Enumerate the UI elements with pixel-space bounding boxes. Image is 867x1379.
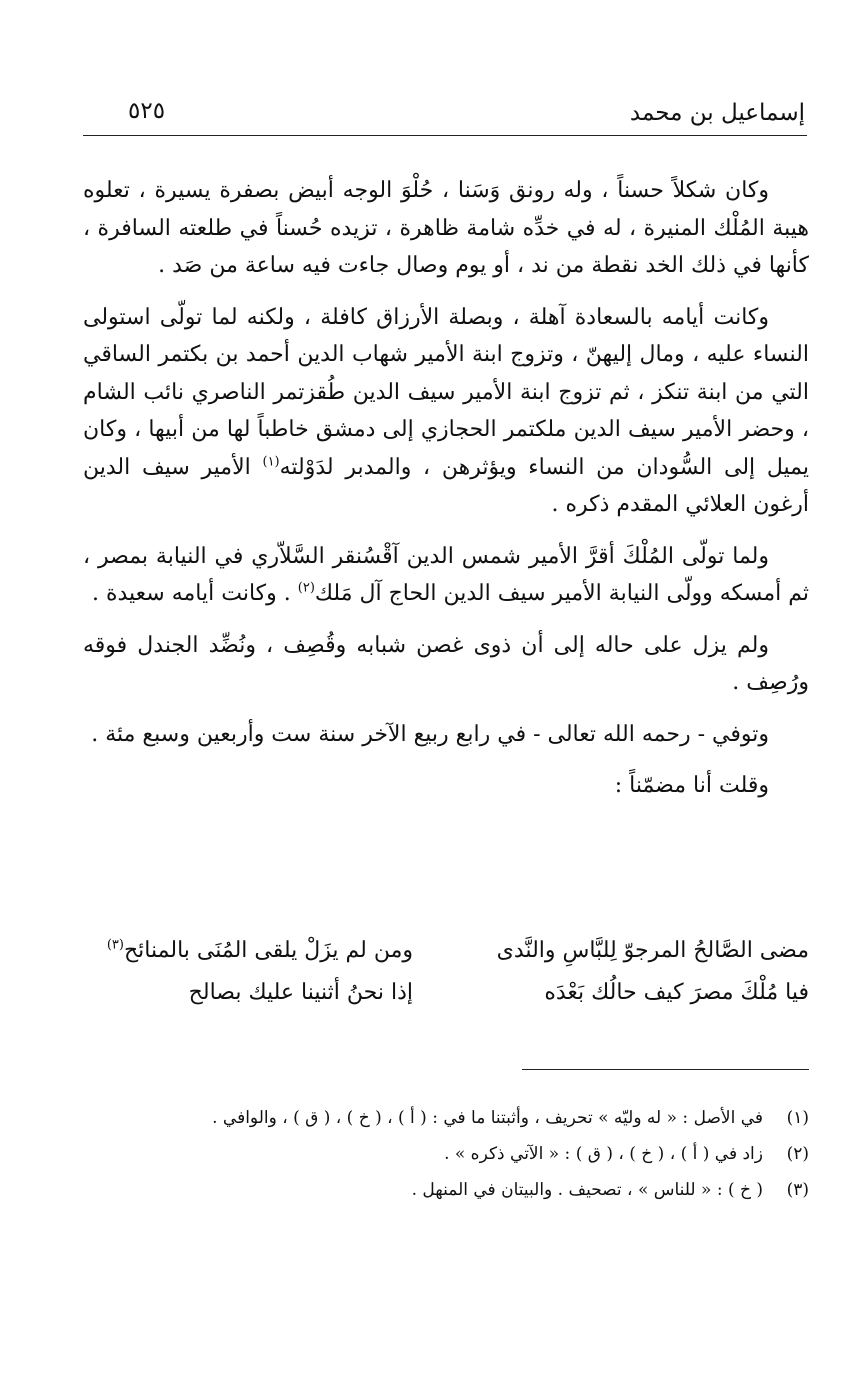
- paragraph-succession: [83, 538, 809, 613]
- paragraph-text: وكانت أيامه بالسعادة آهلة ، وبصلة الأرزاق كافلة ، ولكنه لما تولّى استولى النساء عليه ، ومال إليهنّ ، وتزوج ابنة الأمير شهاب الدين أحمد بن بكتمر الساقي التي من ابنة تنكز ، ثم تزوج ابنة الأمير سيف الدين طُقزتمر الناصري نائب الشام ، وحضر الأمير سيف الدين ملكتمر الحجازي إلى دمشق خاطباً لها من أبيها ، وكان يميل إلى السُّودان من النساء ويؤثرهن ، والمدبر لدَوْلته: [83, 304, 810, 480]
- verse-first-hemistich: فيا مُلْكَ مصرَ كيف حالُك بَعْدَه: [544, 980, 809, 1005]
- paragraph-text: وقلت أنا مضمّناً :: [614, 773, 769, 798]
- paragraph-reign: [83, 299, 809, 524]
- footnote-ref-3: (٣): [106, 937, 124, 953]
- paragraph-verse-intro: [83, 767, 809, 805]
- verse-line: [83, 930, 809, 972]
- paragraph-decline: [83, 627, 809, 702]
- footnote-text: في الأصل : « له وليّه » تحريف ، وأثبتنا ما في : ( أ ) ، ( خ ) ، ( ق ) ، والوافي .: [212, 1108, 763, 1128]
- page-number: ٥٢٥: [128, 98, 166, 124]
- footnote-ref-2: (٢): [297, 580, 315, 596]
- footnote-text: ( خ ) : « للناس » ، تصحيف . والبيتان في المنهل .: [411, 1180, 763, 1200]
- footnote: [83, 1136, 809, 1172]
- verse-second-hemistich: إذا نحنُ أثنينا عليك بصالح: [188, 980, 413, 1005]
- footnote: [83, 1100, 809, 1136]
- main-text: [83, 172, 809, 819]
- paragraph-text: وكان شكلاً حسناً ، وله رونق وَسَنا ، حُلْوَ الوجه أبيض بصفرة يسيرة ، تعلوه هيبة المُلْك المنيرة ، له في خدِّه شامة ظاهرة ، تزيده حُسناً في طلعته السافرة ، كأنها في ذلك الخد نقطة من ند ، أو يوم وصال جاءت فيه ساعة من صَد .: [83, 178, 809, 278]
- paragraph-text: . وكانت أيامه سعيدة .: [91, 581, 291, 606]
- paragraph-text: الأمير سيف الدين أرغون العلائي المقدم ذكره .: [83, 454, 809, 517]
- footnote: [83, 1172, 809, 1208]
- footnote-number: (١): [786, 1108, 809, 1128]
- poem: [83, 930, 809, 1014]
- footnote-ref-1: (١): [262, 454, 280, 470]
- paragraph-death: [83, 716, 809, 754]
- verse-first-hemistich: مضى الصَّالحُ المرجوّ لِلبَّاسِ والنَّدى: [496, 938, 809, 963]
- running-header-title: إسماعيل بن محمد: [629, 100, 805, 126]
- footnote-number: (٣): [786, 1180, 809, 1200]
- footnote-divider: [522, 1069, 809, 1070]
- header-divider: [83, 135, 807, 136]
- paragraph-text: ولما تولّى المُلْكَ أقرَّ الأمير شمس الدين آقْسُنقر السَّلاّري في النيابة بمصر ، ثم أمسكه وولّى النيابة الأمير سيف الدين الحاج آل مَلك: [83, 543, 809, 606]
- verse-line: [83, 972, 809, 1014]
- paragraph-text: ولم يزل على حاله إلى أن ذوى غصن شبابه وقُصِف ، ونُضِّد الجندل فوقه ورُصِف .: [83, 632, 809, 695]
- paragraph-description: [83, 172, 809, 285]
- footnote-number: (٢): [786, 1144, 809, 1164]
- footnotes: [83, 1100, 809, 1208]
- paragraph-text: وتوفي - رحمه الله تعالى - في رابع ربيع الآخر سنة ست وأربعين وسبع مئة .: [91, 721, 769, 747]
- footnote-text: زاد في ( أ ) ، ( خ ) ، ( ق ) : « الآتي ذكره » .: [444, 1144, 763, 1164]
- verse-second-hemistich: ومن لم يزَلْ يلقى المُنَى بالمنائح$^{(٣)}$: [106, 937, 413, 963]
